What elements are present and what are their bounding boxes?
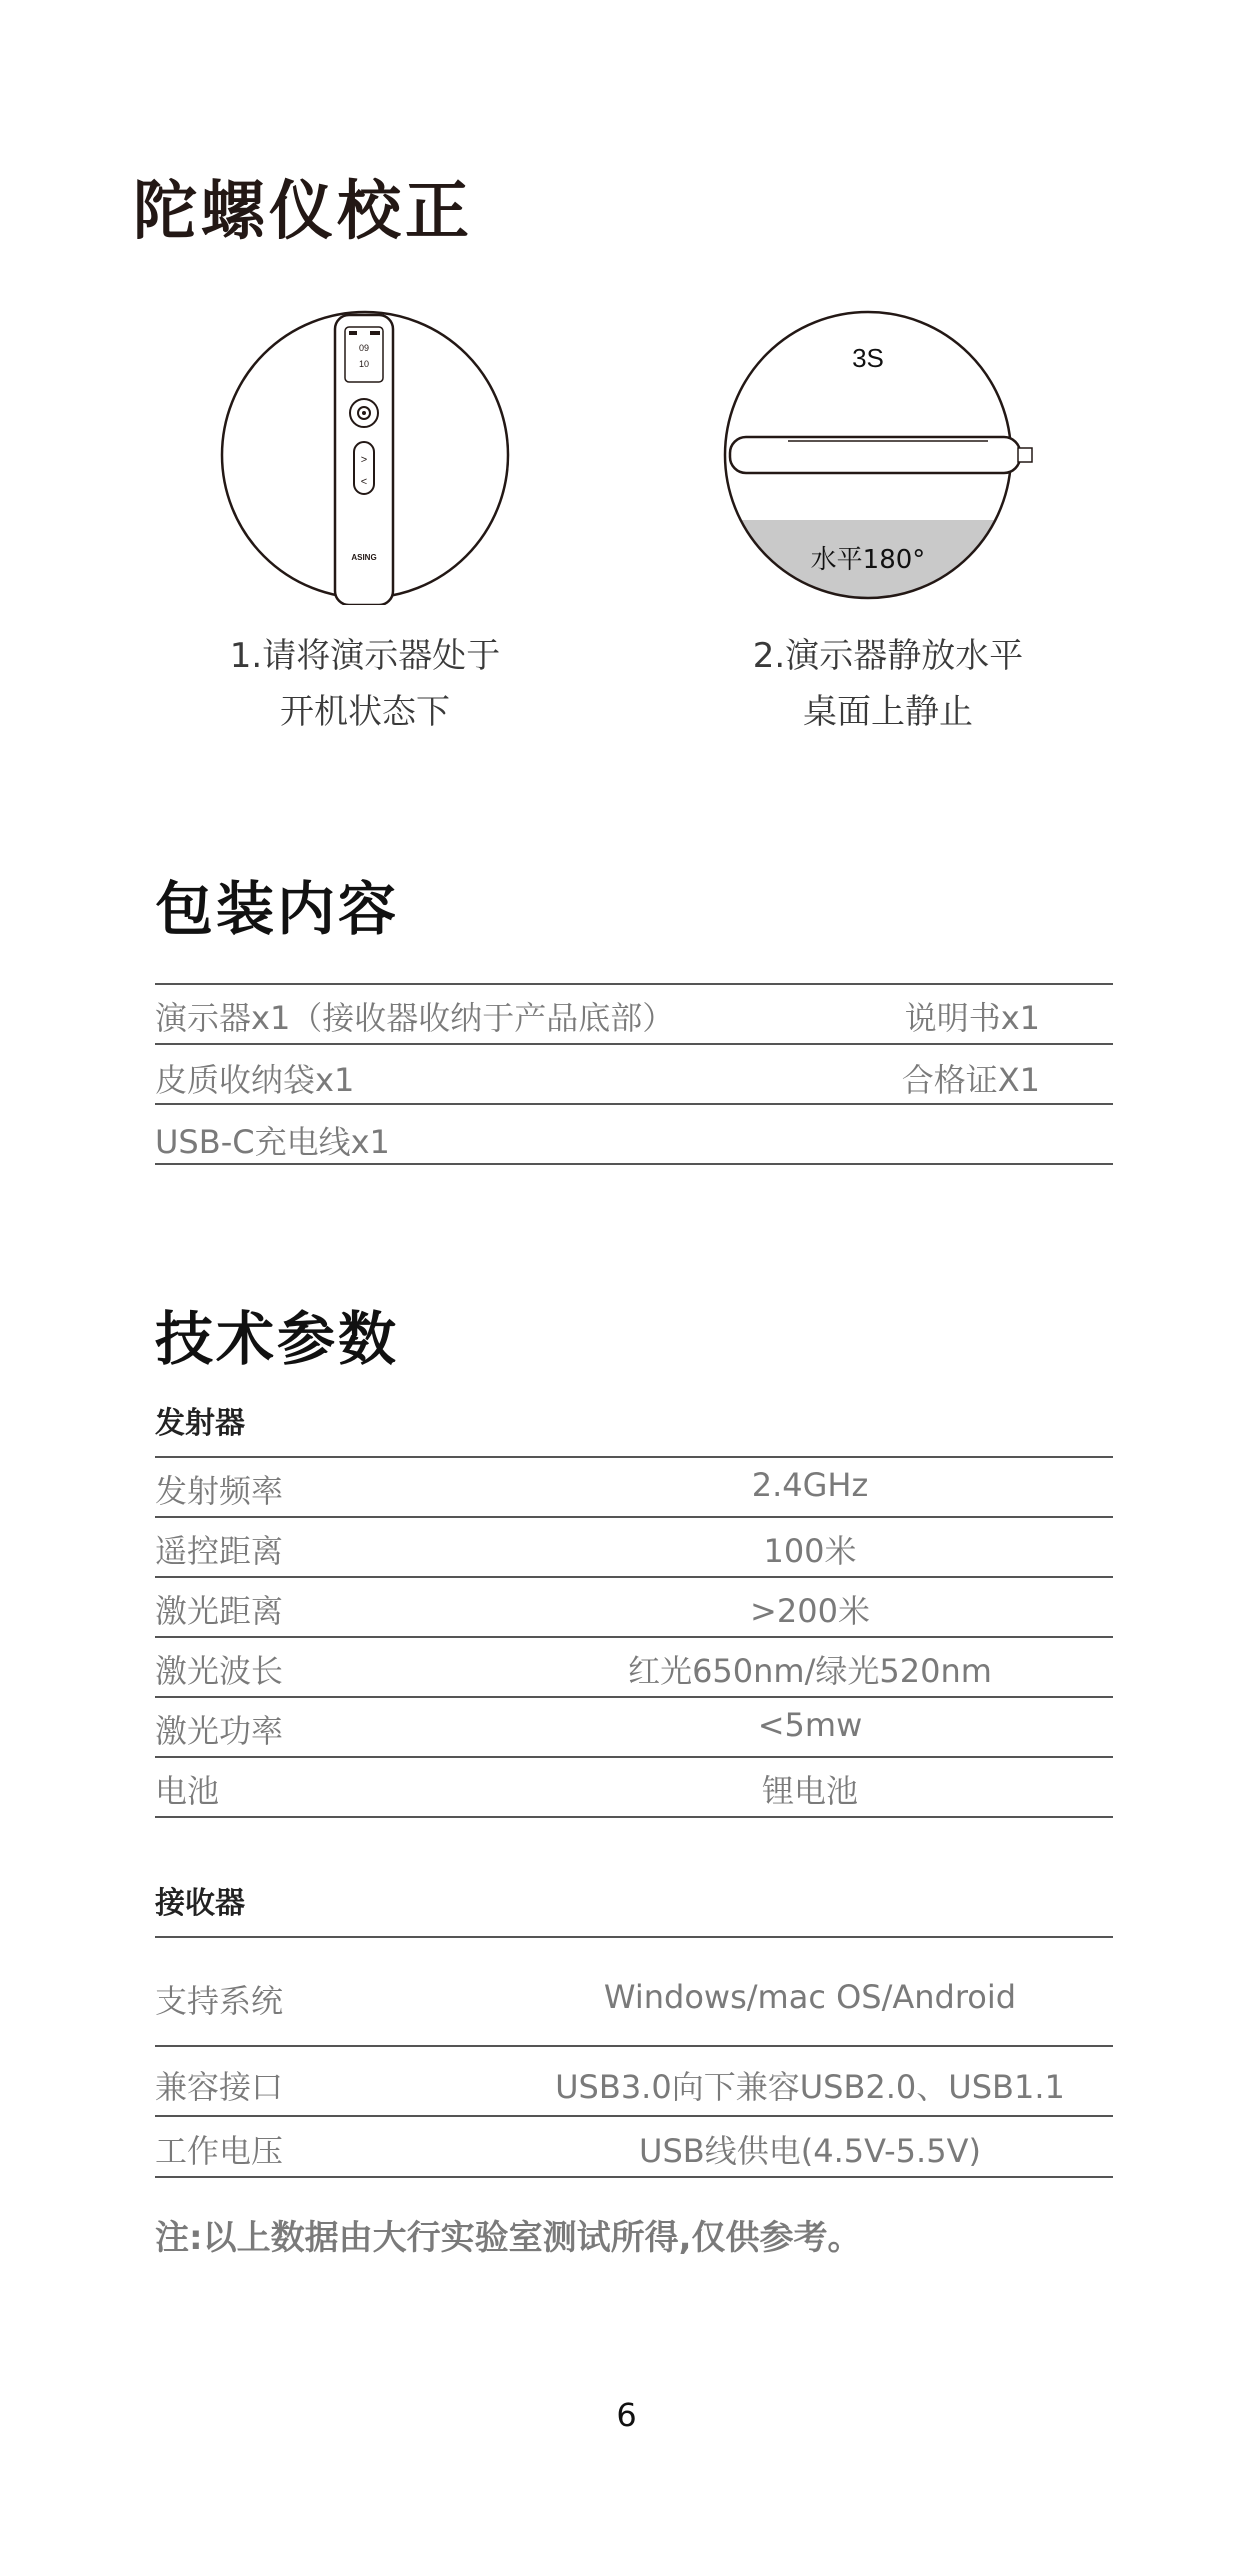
divider [155,1103,1113,1105]
package-title: 包装内容 [155,875,400,943]
device-on-illustration [215,305,515,605]
divider [155,2176,1113,2178]
divider [155,1043,1113,1045]
spec-label: 激光距离 [155,1592,284,1630]
package-item: 演示器x1（接收器收纳于产品底部） [155,999,675,1037]
spec-value: <5mw [757,1706,863,1744]
spec-value: USB3.0向下兼容USB2.0、USB1.1 [555,2068,1065,2106]
step1-line2: 开机状态下 [280,692,450,732]
spec-value: 100米 [763,1532,857,1570]
spec-label: 支持系统 [155,1982,284,2020]
page-number: 6 [616,2396,637,2434]
divider [155,983,1113,985]
divider [155,1936,1113,1938]
spec-label: 工作电压 [155,2132,284,2170]
timer-label: 3S [852,343,884,373]
spec-value: 红光650nm/绿光520nm [628,1652,992,1690]
spec-label: 遥控距离 [155,1532,284,1570]
package-item: USB-C充电线x1 [155,1123,390,1161]
package-item: 合格证X1 [901,1061,1040,1099]
spec-label: 激光功率 [155,1712,284,1750]
step1-line1: 1.请将演示器处于 [229,636,501,676]
spec-label: 激光波长 [155,1652,284,1690]
divider [155,1636,1113,1638]
package-item: 说明书x1 [904,999,1040,1037]
footnote: 注:以上数据由大行实验室测试所得,仅供参考。 [155,2218,862,2258]
step1-caption [155,628,575,740]
spec-value: USB线供电(4.5V-5.5V) [639,2132,981,2170]
divider [155,2115,1113,2117]
level-label: 水平180° [810,545,926,575]
step2-line1: 2.演示器静放水平 [752,636,1024,676]
spec-value: 2.4GHz [751,1466,869,1504]
divider [155,1456,1113,1458]
divider [155,1163,1113,1165]
prev-arrow-icon: < [360,476,368,488]
device-screen-line1: 09 [358,343,370,353]
spec-label: 发射频率 [155,1472,284,1510]
divider [155,2045,1113,2047]
device-logo: ASING [351,553,377,562]
package-item: 皮质收纳袋x1 [155,1061,355,1099]
step2-caption [678,628,1098,740]
divider [155,1576,1113,1578]
gyro-title: 陀螺仪校正 [133,175,473,249]
spec-label: 电池 [155,1772,220,1810]
transmitter-heading: 发射器 [155,1406,245,1441]
next-arrow-icon: > [360,454,368,466]
spec-value: Windows/mac OS/Android [603,1978,1017,2016]
spec-value: >200米 [750,1592,870,1630]
spec-value: 锂电池 [761,1772,858,1810]
device-flat-illustration [718,305,1038,605]
device-screen-line2: 10 [358,359,370,369]
divider [155,1756,1113,1758]
divider [155,1516,1113,1518]
specs-title: 技术参数 [155,1305,400,1373]
divider [155,1696,1113,1698]
step2-line2: 桌面上静止 [803,692,973,732]
spec-label: 兼容接口 [155,2068,284,2106]
receiver-heading: 接收器 [155,1886,245,1921]
divider [155,1816,1113,1818]
